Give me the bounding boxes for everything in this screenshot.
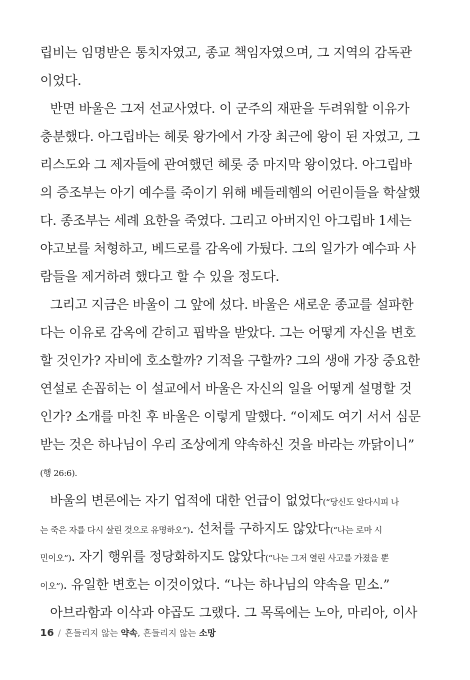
parenthetical-note: 이오”) — [40, 582, 64, 592]
book-title-part: , 흔들리지 않는 — [137, 629, 199, 639]
text-main: . 유일한 변호는 이것이었다. “나는 하나님의 약속을 믿소.” — [63, 578, 390, 593]
parenthetical-note: (“나는 그저 열린 사고를 가졌을 뿐 — [265, 554, 389, 564]
text-main: . 선처를 구하지도 않았다 — [189, 522, 331, 537]
page-footer — [40, 627, 216, 641]
text-line: 그리고 지금은 바울이 그 앞에 섰다. 바울은 새로운 종교를 설파한 — [50, 298, 414, 313]
text-line: 의 증조부는 아기 예수를 죽이기 위해 베들레헴의 어린이들을 학살했 — [40, 186, 421, 201]
text-line: 받는 것은 하나님이 우리 조상에게 약속하신 것을 바라는 까닭이니” — [40, 438, 415, 453]
parenthetical-note: 는 죽은 자를 다시 살린 것으로 유명하오”) — [40, 526, 190, 536]
book-title-part: 흔들리지 않는 — [64, 629, 121, 639]
citation: (행 26:6). — [40, 469, 78, 479]
text-line — [40, 544, 432, 572]
text-main: . 자기 행위를 정당화하지도 않았다 — [71, 550, 266, 565]
text-line: 아브라함과 이삭과 야곱도 그랬다. 그 목록에는 노아, 마리아, 이사 — [50, 606, 418, 621]
text-line: 인가? 소개를 마친 후 바울은 이렇게 말했다. “이제도 여기 서서 심문 — [40, 410, 421, 425]
text-line: 리스도와 그 제자들에 관여했던 헤롯 중 마지막 왕이었다. 아그립바 — [40, 158, 412, 173]
text-line: 람들을 제거하려 했다고 할 수 있을 정도다. — [40, 270, 280, 285]
text-main: 바울의 변론에는 자기 업적에 대한 언급이 없었다 — [50, 494, 323, 509]
text-line: 할 것인가? 자비에 호소할까? 기적을 구할까? 그의 생애 가장 중요한 — [40, 354, 420, 369]
footer-separator: / — [57, 629, 61, 639]
text-line: 립비는 임명받은 통치자였고, 종교 책임자였으며, 그 지역의 감독관 — [40, 46, 412, 61]
text-line: 반면 바울은 그저 선교사였다. 이 군주의 재판을 두려워할 이유가 — [50, 102, 410, 117]
text-line: 충분했다. 아그립바는 헤롯 왕가에서 가장 최근에 왕이 된 자였고, 그 — [40, 130, 420, 145]
text-line: 다는 이유로 감옥에 갇히고 핍박을 받았다. 그는 어떻게 자신을 변호 — [40, 326, 416, 341]
book-title-bold: 소망 — [198, 629, 216, 639]
parenthetical-note: (“당신도 알다시피 나 — [322, 498, 399, 508]
parenthetical-note: 민이오”) — [40, 554, 72, 564]
text-line: 연설로 손꼽히는 이 설교에서 바울은 자신의 일을 어떻게 설명할 것 — [40, 382, 412, 397]
page-number: 16 — [40, 628, 54, 639]
page-body — [40, 40, 432, 628]
text-line — [40, 488, 432, 516]
parenthetical-note: (“나는 로마 시 — [330, 526, 383, 536]
text-line — [40, 516, 432, 544]
text-line: 이었다. — [40, 74, 82, 89]
text-line — [40, 572, 432, 600]
text-line: 야고보를 처형하고, 베드로를 감옥에 가뒀다. 그의 일가가 예수파 사 — [40, 242, 416, 257]
text-line: 다. 종조부는 세례 요한을 죽였다. 그리고 아버지인 아그립바 1세는 — [40, 214, 412, 229]
book-title-bold: 약속 — [120, 629, 138, 639]
